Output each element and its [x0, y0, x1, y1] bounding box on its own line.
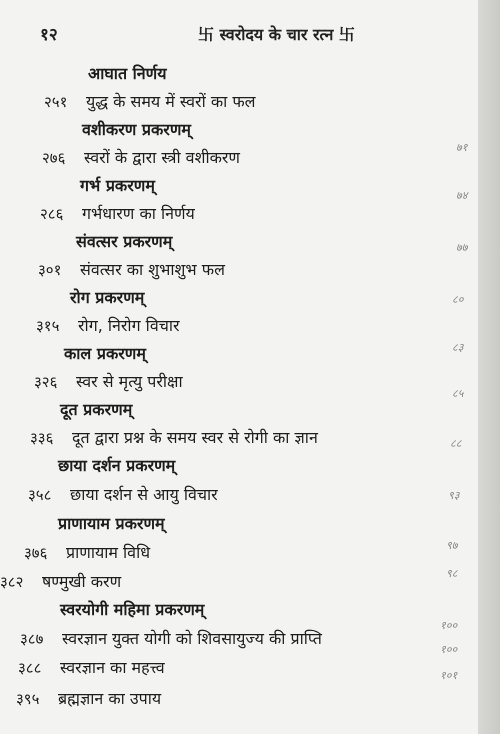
section-heading: प्राणायाम प्रकरणम्: [58, 514, 165, 533]
page-header: [0, 20, 478, 46]
verse-number: ३१५: [36, 317, 60, 335]
margin-page-number: ७७: [456, 241, 468, 254]
margin-page-number: १००: [440, 643, 458, 656]
page-number: १२: [40, 25, 58, 45]
verse-number: ३५८: [28, 486, 52, 504]
verse-number: ३८७: [20, 630, 44, 648]
entry-title: दूत द्वारा प्रश्न के समय स्वर से रोगी का ज्ञान: [72, 428, 318, 447]
verse-number: २५१: [44, 93, 68, 111]
contents-entry: [28, 483, 218, 505]
contents-entry: [0, 570, 121, 592]
verse-number: ३७६: [24, 544, 48, 562]
contents-entry: [30, 426, 318, 448]
section-heading: रोग प्रकरणम्: [70, 288, 145, 307]
contents-entry: [20, 627, 322, 649]
section-heading: काल प्रकरणम्: [64, 344, 146, 363]
contents-entry: [24, 541, 150, 563]
contents-entry: [44, 90, 256, 112]
verse-number: २७६: [42, 149, 66, 167]
entry-title: रोग, निरोग विचार: [78, 316, 180, 335]
margin-page-number: ९७: [446, 539, 458, 552]
margin-page-number: ८३: [452, 341, 464, 354]
section-heading: आघात निर्णय: [88, 64, 167, 83]
margin-page-number: ८०: [452, 293, 464, 306]
contents-entry: [40, 202, 195, 224]
contents-entry: [36, 314, 180, 336]
margin-page-number: ७४: [456, 189, 468, 202]
margin-page-number: ७१: [456, 141, 468, 154]
entry-title: स्वरज्ञान का महत्त्व: [60, 658, 165, 677]
verse-number: ३९५: [16, 690, 40, 708]
verse-number: ३२६: [34, 373, 58, 391]
entry-title: स्वरज्ञान युक्त योगी को शिवसायुज्य की प्राप्ति: [62, 629, 322, 648]
entry-title: स्वरों के द्वारा स्त्री वशीकरण: [84, 148, 240, 167]
contents-entry: [42, 146, 240, 168]
verse-number: ३८८: [18, 659, 42, 677]
entry-title: षण्मुखी करण: [42, 572, 122, 591]
entry-title: गर्भधारण का निर्णय: [82, 204, 195, 223]
contents-entry: [34, 370, 183, 392]
contents-entry: [18, 656, 165, 678]
margin-page-number: ८५: [452, 387, 464, 400]
margin-page-number: ९३: [448, 489, 460, 502]
section-heading: संवत्सर प्रकरणम्: [76, 232, 173, 251]
contents-entry: [38, 258, 225, 280]
section-heading: स्वरयोगी महिमा प्रकरणम्: [60, 600, 205, 619]
margin-page-number: ८८: [450, 437, 462, 450]
contents-entry: [16, 687, 161, 709]
section-heading: वशीकरण प्रकरणम्: [82, 120, 191, 139]
section-heading: छाया दर्शन प्रकरणम्: [58, 456, 176, 475]
section-heading: गर्भ प्रकरणम्: [80, 176, 155, 195]
verse-number: ३०१: [38, 261, 62, 279]
verse-number: ३३६: [30, 429, 54, 447]
running-title: 卐 स्वरोदय के चार रत्न 卐: [198, 25, 355, 44]
entry-title: प्राणायाम विधि: [66, 543, 151, 562]
entry-title: स्वर से मृत्यु परीक्षा: [76, 372, 183, 391]
margin-page-number: १००: [440, 619, 458, 632]
verse-number: ३८२: [0, 573, 24, 591]
margin-page-number: ९८: [446, 567, 458, 580]
entry-title: संवत्सर का शुभाशुभ फल: [80, 260, 225, 279]
section-heading: दूत प्रकरणम्: [60, 400, 133, 419]
entry-title: ब्रह्मज्ञान का उपाय: [58, 689, 162, 708]
page-edge: [478, 0, 500, 734]
margin-page-number: १०१: [440, 669, 458, 682]
verse-number: २८६: [40, 205, 64, 223]
entry-title: युद्ध के समय में स्वरों का फल: [86, 92, 256, 111]
entry-title: छाया दर्शन से आयु विचार: [70, 485, 218, 504]
